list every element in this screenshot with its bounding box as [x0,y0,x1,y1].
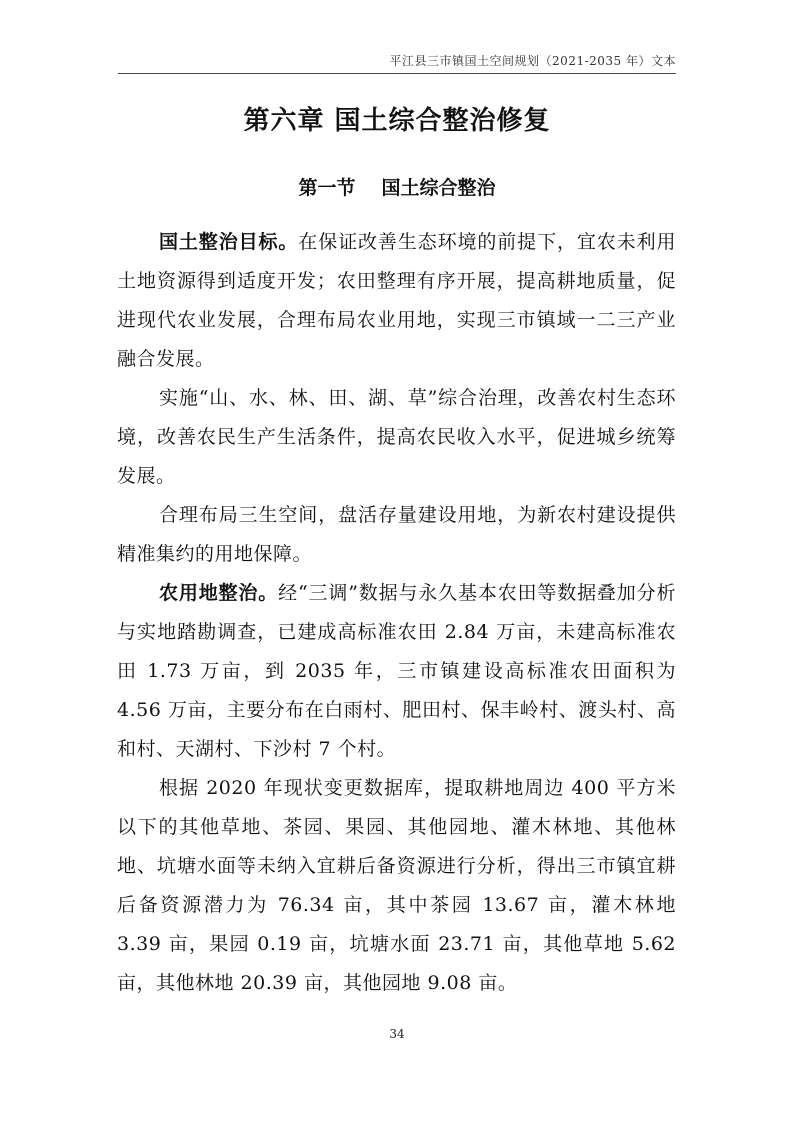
running-header: 平江县三市镇国土空间规划（2021-2035 年）文本 [389,54,676,68]
paragraph-spatial-layout [117,496,676,574]
paragraph-text: 经“三调”数据与永久基本农田等数据叠加分析与实地踏勘调查，已建成高标准农田 2.84 万亩，未建高标准农田 1.73 万亩，到 2035 年，三市镇建设高标准农田面积为 4.56 万亩，主要分布在白雨村、肥田村、保丰岭村、渡头村、高和村、天湖村、下沙村 7 个村。 [117,582,676,760]
paragraph-farmland-remediation [117,574,676,769]
section-heading [0,173,794,200]
paragraph-text: 实施“山、水、林、田、湖、草”综合治理，改善农村生态环境，改善农民生产生活条件，提高农民收入水平，促进城乡统筹发展。 [117,387,676,487]
paragraph-lead: 农用地整治。 [159,582,279,604]
section-number: 第一节 [298,177,356,199]
body-text [117,223,676,1003]
paragraph-lead: 国土整治目标。 [159,231,299,253]
paragraph-land-remediation-goal [117,223,676,379]
section-title: 国土综合整治 [381,177,496,199]
page-number: 34 [389,1027,405,1041]
paragraph-comprehensive-governance [117,379,676,496]
paragraph-reserve-resources [117,769,676,1003]
paragraph-text: 根据 2020 年现状变更数据库，提取耕地周边 400 平方米以下的其他草地、茶园、果园、其他园地、灌木林地、其他林地、坑塘水面等未纳入宜耕后备资源进行分析，得出三市镇宜耕后备资源潜力为 76.34 亩，其中茶园 13.67 亩，灌木林地 3.39 亩，果园 0.19 亩，坑塘水面 23.71 亩，其他草地 5.62 亩，其他林地 20.39 亩，其他园地 9.08 亩。 [117,777,676,994]
chapter-title: 第六章 国土综合整治修复 [243,106,551,136]
paragraph-text: 在保证改善生态环境的前提下，宜农未利用土地资源得到适度开发；农田整理有序开展，提高耕地质量，促进现代农业发展，合理布局农业用地，实现三市镇域一二三产业融合发展。 [117,231,676,370]
header-divider [118,73,676,74]
paragraph-text: 合理布局三生空间，盘活存量建设用地，为新农村建设提供精准集约的用地保障。 [117,504,676,565]
